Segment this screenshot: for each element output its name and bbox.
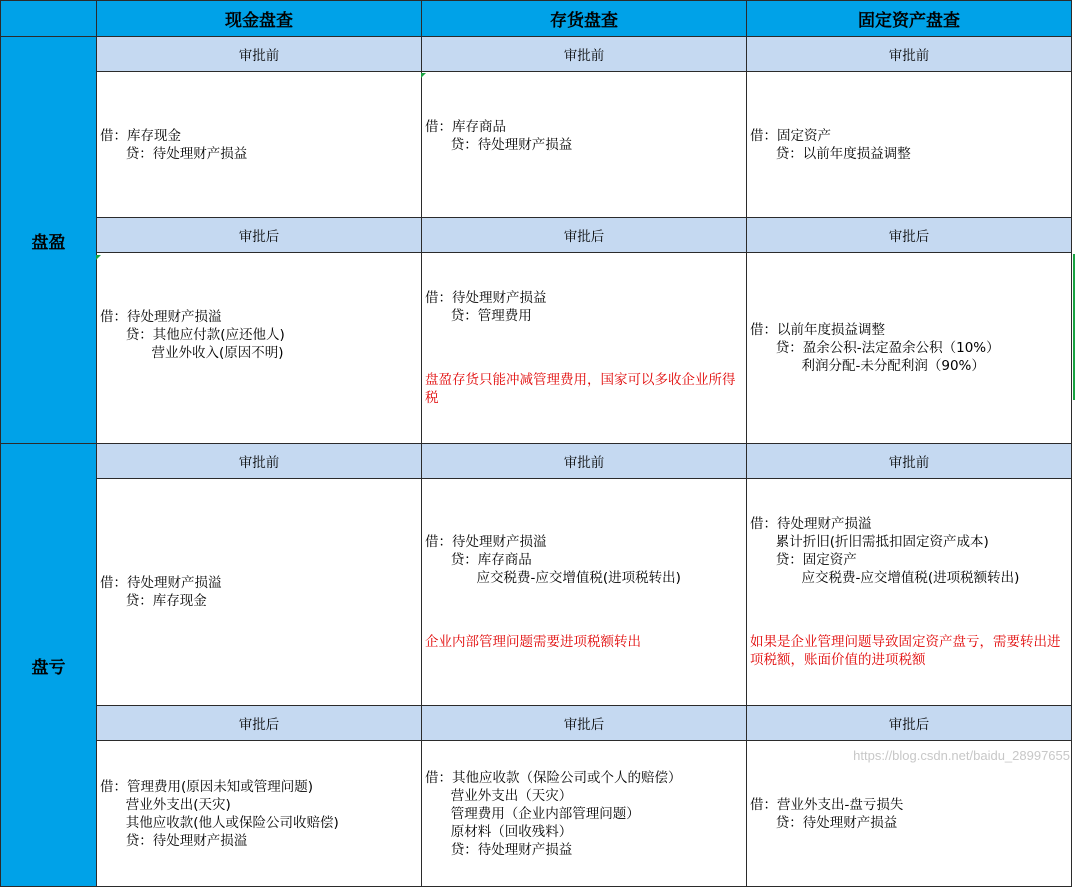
entry-line: 贷：固定资产 [750,552,857,568]
entry-line: 借：待处理财产损益 [425,290,547,306]
cell-loss-before-inventory [422,479,747,706]
stage-after-label: 审批后 [747,218,1072,253]
watermark: https://blog.csdn.net/baidu_28997655 [853,748,1070,763]
stage-before-label: 审批前 [422,37,747,72]
stage-before-label: 审批前 [97,444,422,479]
entry-line: 原材料（回收残料） [425,823,573,840]
entry-line: 累计折旧(折旧需抵扣固定资产成本) [750,534,989,550]
entry-line: 利润分配-未分配利润（90%） [750,358,985,374]
entry-line: 借：库存商品 [425,119,506,135]
selection-border [1073,254,1075,400]
cell-loss-after-cash [97,741,422,887]
entry-line: 其他应收款(他人或保险公司收赔偿) [100,814,339,831]
cell-surplus-after-cash [97,253,422,444]
entry-line: 应交税费-应交增值税(进项税额转出) [750,570,1020,586]
row-header-surplus: 盘盈 [1,37,97,444]
entry-line: 贷：以前年度损益调整 [750,145,911,162]
cell-surplus-after-inventory [422,253,747,444]
col-header-inventory: 存货盘查 [422,1,747,37]
note-surplus-inventory: 盘盈存货只能冲减管理费用，国家可以多收企业所得税 [425,372,736,406]
col-header-fixed-assets: 固定资产盘查 [747,1,1072,37]
comment-marker [421,73,426,78]
entry-line: 贷：管理费用 [425,308,532,324]
stage-after-label: 审批后 [97,218,422,253]
entry-line: 营业外收入(原因不明) [100,345,284,361]
corner-cell [1,1,97,37]
entry-line: 贷：盈余公积-法定盈余公积（10%） [750,340,1000,356]
note-loss-fixed: 如果是企业管理问题导致固定资产盘亏，需要转出进项税额，账面价值的进项税额 [750,634,1061,668]
stage-before-label: 审批前 [747,37,1072,72]
cell-surplus-before-inventory [422,72,747,218]
entry-line: 管理费用（企业内部管理问题） [425,805,640,822]
entry-line: 借：待处理财产损溢 [100,309,222,325]
entry-line: 借：其他应收款（保险公司或个人的赔偿） [425,769,682,786]
cell-surplus-before-cash [97,72,422,218]
entry-line: 借：营业外支出-盘亏损失 [750,796,904,813]
cell-loss-before-cash [97,479,422,706]
cell-loss-after-inventory [422,741,747,887]
stage-after-label: 审批后 [97,706,422,741]
entry-line: 贷：其他应付款(应还他人) [100,327,285,343]
cell-loss-before-fixed [747,479,1072,706]
stage-before-label: 审批前 [422,444,747,479]
entry-line: 贷：库存商品 [425,552,532,568]
entry-line: 借：以前年度损益调整 [750,322,885,338]
stage-after-label: 审批后 [422,706,747,741]
stage-before-label: 审批前 [747,444,1072,479]
entry-line: 营业外支出(天灾) [100,796,231,813]
entry-line: 借：待处理财产损溢 [750,516,872,532]
entry-line: 贷：待处理财产损益 [425,137,573,153]
entry-line: 应交税费-应交增值税(进项税转出) [425,570,681,586]
entry-line: 借：待处理财产损溢 [425,534,547,550]
entry-line: 营业外支出（天灾） [425,787,573,804]
entry-line: 贷：待处理财产损益 [100,145,248,162]
entry-line: 借：管理费用(原因未知或管理问题) [100,778,314,795]
entry-line: 借：库存现金 [100,127,181,144]
entry-line: 借：固定资产 [750,127,831,144]
entry-line: 贷：待处理财产损溢 [100,832,248,849]
comment-marker [96,255,101,260]
entry-line: 贷：待处理财产损益 [750,814,898,831]
note-loss-inventory: 企业内部管理问题需要进项税额转出 [425,634,641,650]
stage-after-label: 审批后 [422,218,747,253]
entry-line: 贷：库存现金 [100,593,207,609]
col-header-cash: 现金盘查 [97,1,422,37]
stage-before-label: 审批前 [97,37,422,72]
entry-line: 贷：待处理财产损益 [425,841,573,858]
row-header-loss: 盘亏 [1,444,97,887]
entry-line: 借：待处理财产损溢 [100,575,222,591]
stage-after-label: 审批后 [747,706,1072,741]
cell-surplus-before-fixed [747,72,1072,218]
cell-surplus-after-fixed [747,253,1072,444]
